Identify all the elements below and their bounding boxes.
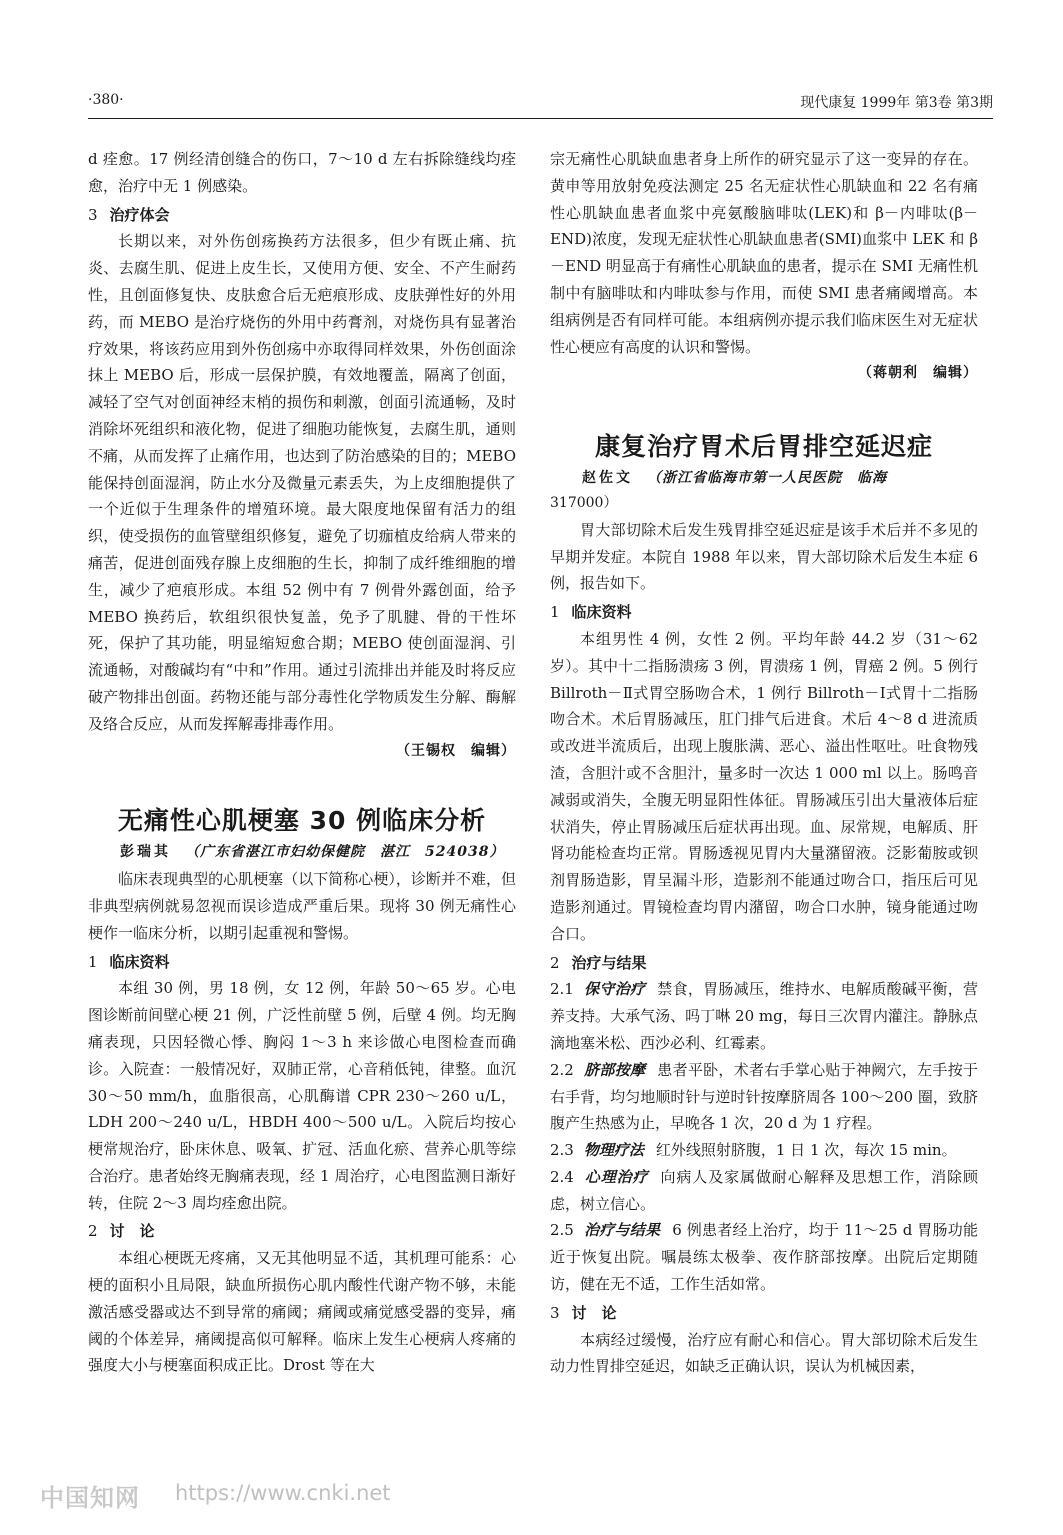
cnki-url[interactable]: https://www.cnki.net (175, 1481, 391, 1505)
journal-info: 现代康复 1999年 第3卷 第3期 (800, 95, 993, 111)
body-paragraph: 长期以来，对外伤创疡换药方法很多，但少有既止痛、抗炎、去腐生肌、促进上皮生长，又使用方便、安全、不产生耐药性，且创面修复快、皮肤愈合后无疤痕形成、皮肤弹性好的外用药，而 MEBO 是治疗烧伤的外用中药膏剂，对烧伤具有显著治疗效果，将该药应用到外伤创疡中亦取得同样效果，外伤创面涂抹上 MEBO 后，形成一层保护膜，有效地覆盖，隔离了创面，减轻了空气对创面神经末梢的损伤和刺激，创面引流通畅，及时消除坏死组织和液化物，促进了细胞功能恢复，去腐生肌，通则不痛，从而发挥了止痛作用，也达到了防治感染的目的；MEBO 能保持创面湿润，防止水分及微量元素丢失，为上皮细胞提供了一个近似于生理条件的增殖环境。最大限度地保留有活力的组织，使受损伤的血管壁组织修复，避免了切痂植皮给病人带来的痛苦，促进创面残存腺上皮细胞的生长，抑制了成纤维细胞的增生，减少了疤痕形成。本组 52 例中有 7 例骨外露创面，给予 MEBO 换药后，软组织很快复盖，免予了肌腱、骨的干性坏死，保护了其功能，明显缩短愈合期；MEBO 使创面湿润、引流通畅，对酸碱均有“中和”作用。通过引流排出并能及时将反应破产物排出创面。药物还能与部分毒性化学物质发生分解、酶解及络合反应，从而发挥解毒排毒作用。 (88, 232, 516, 733)
section-heading: 1 临床资料 (88, 952, 170, 971)
cnki-watermark (40, 1478, 440, 1518)
body-paragraph: 本组男性 4 例，女性 2 例。平均年龄 44.2 岁（31～62 岁）。其中十二指肠溃疡 3 例，胃溃疡 1 例，胃癌 2 例。5 例行 Billroth－Ⅱ式胃空肠吻合术，1 例行 Billroth－Ⅰ式胃十二指肠吻合术。术后胃肠减压，肛门排气后进食。术后 4～8 d 进流质或改进半流质后，出现上腹胀满、恶心、溢出性呕吐。吐食物残渣，含胆汁或不含胆汁，量多时一次达 1 000 ml 以上。肠鸣音减弱或消失，全腹无明显阳性体征。胃肠减压引出大量液体后症状消失，停止胃肠减压后症状再出现。血、尿常规，电解质、肝肾功能检查均正常。胃肠透视见胃内大量潴留液。泛影葡胺或钡剂胃肠造影，胃呈漏斗形，造影剂不能通过吻合口，指压后可见造影剂通过。胃镜检查均胃内潴留，吻合口水肿，镜身能通过吻合口。 (550, 629, 978, 943)
author-line (550, 465, 978, 492)
intro-paragraph: 胃大部切除术后发生残胃排空延迟症是该手术后并不多见的早期并发症。本院自 1988 年以来，胃大部切除术后发生本症 6 例，报告如下。 (550, 520, 978, 593)
subsection: 2.3 物理疗法 红外线照射脐腹，1 日 1 次，每次 15 min。 (550, 1141, 957, 1160)
author-line (88, 839, 516, 866)
author-affiliation: （浙江省临海市第一人民医院 临海 (647, 470, 887, 487)
section-heading: 2 治疗与结果 (550, 953, 647, 972)
editor-note: （蒋朝利 编辑） (858, 365, 978, 382)
continued-paragraph: d 痊愈。17 例经清创缝合的伤口，7～10 d 左右拆除缝线均痊愈，治疗中无 1 例感染。 (88, 150, 516, 195)
subsection: 2.5 治疗与结果 6 例患者经上治疗，均于 11～25 d 胃肠功能近于恢复出院。嘱晨练太极拳、夜作脐部按摩。出院后定期随访，健在无不适，工作生活如常。 (550, 1221, 978, 1294)
section-heading: 2 讨 论 (88, 1222, 155, 1241)
left-column (88, 146, 516, 1379)
article-title: 无痛性心肌梗塞 30 例临床分析 (117, 806, 487, 836)
subsection: 2.4 心理治疗 向病人及家属做耐心解释及思想工作，消除顾虑，树立信心。 (550, 1167, 978, 1213)
page-header (88, 92, 993, 116)
article-title: 康复治疗胃术后胃排空延迟症 (594, 432, 933, 462)
author-affiliation: （广东省湛江市妇幼保健院 湛江 524038） (185, 844, 505, 861)
author-name: 彭瑞其 (120, 844, 171, 861)
editor-note: （王锡权 编辑） (396, 742, 516, 759)
subsection: 2.2 脐部按摩 患者平卧，术者右手掌心贴于神阙穴，左手按于右手背，均匀地顺时针与逆时针按摩脐周各 100～200 圈，致脐腹产生热感为止，早晚各 1 次，20 d 为 1 疗程。 (550, 1060, 978, 1133)
right-column (550, 146, 978, 1380)
author-name: 赵佐文 (582, 470, 633, 487)
body-paragraph: 本组心梗既无疼痛，又无其他明显不适，其机理可能系：心梗的面积小且局限，缺血所损伤心肌内酸性代谢产物不够，未能激活感受器或达不到导常的痛阈；痛阈或痛觉感受器的变异，痛阈的个体差异，痛阈提高似可解释。临床上发生心梗病人疼痛的强度大小与梗塞面积成正比。Drost 等在大 (88, 1249, 516, 1375)
section-heading: 1 临床资料 (550, 603, 632, 622)
body-paragraph: 本病经过缓慢，治疗应有耐心和信心。胃大部切除术后发生动力性胃排空延迟，如缺乏正确认识，误认为机械因素， (550, 1330, 978, 1376)
page-number: ·380· (88, 92, 124, 108)
body-paragraph: 本组 30 例，男 18 例，女 12 例，年龄 50～65 岁。心电图诊断前间壁心梗 21 例，广泛性前壁 5 例，后壁 4 例。均无胸痛表现，只因轻微心悸、胸闷 1～3 h 来诊做心电图检查而确诊。入院查：一般情况好，双肺正常，心音稍低钝，律整。血沉 30～50 mm/h，血脂很高，心肌酶谱 CPR 230～260 u/L，LDH 200～240 u/L，HBDH 400～500 u/L。入院后均按心梗常规治疗，卧床休息、吸氧、扩冠、活血化瘀、营养心肌等综合治疗。患者始终无胸痛表现，经 1 周治疗，心电图监测日渐好转，住院 2～3 周均痊愈出院。 (88, 979, 516, 1212)
intro-paragraph: 临床表现典型的心肌梗塞（以下简称心梗），诊断并不难，但非典型病例就易忽视而误诊造成严重后果。现将 30 例无痛性心梗作一临床分析，以期引起重视和警惕。 (88, 870, 516, 942)
subsection: 2.1 保守治疗 禁食，胃肠减压，维持水、电解质酸碱平衡，营养支持。大承气汤、吗丁啉 20 mg，每日三次胃内灌注。静脉点滴地塞米松、西沙必利、红霉素。 (550, 980, 978, 1052)
continued-paragraph: 宗无痛性心肌缺血患者身上所作的研究显示了这一变异的存在。黄申等用放射免疫法测定 25 名无症状性心肌缺血和 22 名有痛性心肌缺血患者血浆中亮氨酸脑啡呔(LEK)和 β－内啡呔(β－END)浓度，发现无症状性心肌缺血患者(SMI)血浆中 LEK 和 β－END 明显高于有痛性心肌缺血的患者，提示在 SMI 无痛性机制中有脑啡呔和内啡呔参与作用，而使 SMI 患者痛阈增高。本组病例是否有同样可能。本组病例亦提示我们临床医生对无症状性心梗应有高度的认识和警惕。 (550, 150, 978, 356)
header-rule (88, 118, 993, 119)
author-postcode: 317000） (550, 494, 618, 511)
section-heading: 3 讨 论 (550, 1303, 617, 1322)
cnki-logo: 中国知网 (40, 1484, 140, 1512)
section-heading: 3 治疗体会 (88, 205, 170, 224)
